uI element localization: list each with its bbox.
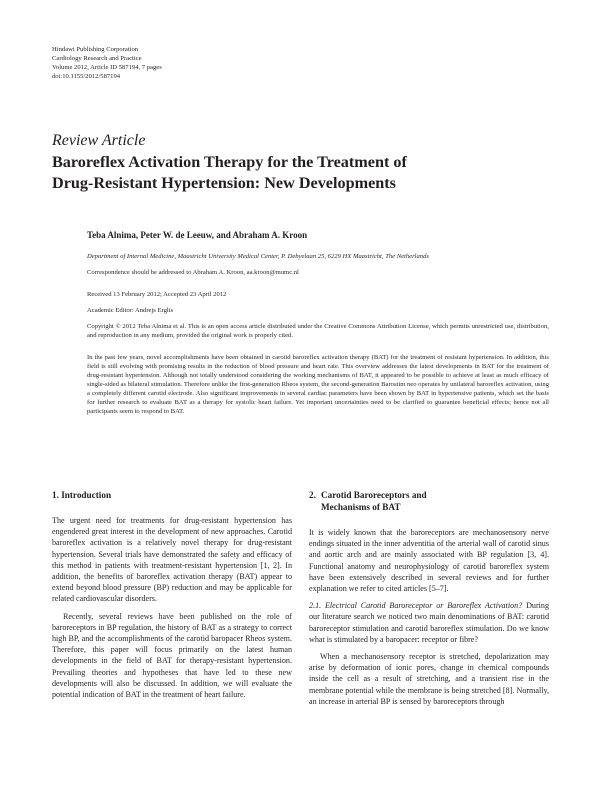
left-column bbox=[52, 489, 292, 700]
article-type: Review Article bbox=[52, 132, 146, 149]
body-paragraph: When a mechanosensory receptor is stretched, depolarization may arise by deformation of ionic pores, change in chemical compounds inside the cell as a result of stretching, and a transient rise in the membrane potential while the membrane is being stretched [8]. Normally, an increase in arterial BP is sensed by baroreceptors through bbox=[309, 652, 549, 706]
received-dates: Received 13 February 2012; Accepted 23 April 2012 bbox=[87, 291, 227, 298]
copyright: Copyright © 2012 Teba Alnima et al. This is an open access article distributed under the Creative Commons Attribution License, which permits unrestricted use, distribution, and reproduction in any medium, provided the original work is properly cited. bbox=[87, 323, 549, 339]
section-heading-line-2: Mechanisms of BAT bbox=[321, 502, 401, 512]
correspondence: Correspondence should be addressed to Abraham A. Kroon, aa.kroon@mumc.nl bbox=[87, 269, 299, 276]
section-heading-introduction: 1. Introduction bbox=[52, 490, 112, 500]
volume-info: Volume 2012, Article ID 587194, 7 pages bbox=[52, 64, 162, 71]
section-number: 2. bbox=[309, 490, 316, 500]
subsection-text: During our literature search we noticed two main denominations of BAT: carotid baroreceptor stimulation and carotid baroreflex stimulation. Do we know what is stimulated by a baropacer: receptor or fibre? bbox=[309, 601, 549, 644]
doi[interactable]: doi:10.1155/2012/587194 bbox=[52, 73, 121, 80]
journal-header bbox=[52, 45, 162, 81]
subsection-heading: 2.1. Electrical Carotid Baroreceptor or Baroreflex Activation? bbox=[309, 601, 523, 611]
body-paragraph: The urgent need for treatments for drug-resistant hypertension has engendered great interest in the development of new approaches. Carotid baroreflex activation is a relatively novel therapy for drug-resistant hypertension. Several trials have demonstrated the safety and efficacy of this method in patients with treatment-resistant hypertension [1, 2]. In addition, the benefits of baroreflex activation therapy (BAT) appear to extend beyond blood pressure (BP) reduction and may be applicable for related cardiovascular disorders. bbox=[52, 516, 292, 604]
right-column bbox=[309, 489, 549, 707]
body-paragraph: It is widely known that the baroreceptors are mechanosensory nerve endings situated in the inner adventitia of the arterial wall of carotid sinus and aortic arch and are mainly associated with BP regulation [3, 4]. Functional anatomy and neurophysiology of carotid baroreflex system have been extensively described in several reviews and for further explanation we refer to cited articles [5–7]. bbox=[309, 528, 549, 594]
section-heading-baroreceptors bbox=[309, 489, 549, 513]
body-paragraph: Recently, several reviews have been published on the role of baroreceptors in BP regulation, the history of BAT as a strategy to correct high BP, and the accomplishments of the carotid baropacer Rheos system. Therefore, this paper will focus primarily on the latest human developments in the field of BAT for therapy-resistant hypertension. Prevailing theories and hypotheses that have led to these new developments will also be discussed. In addition, we will evaluate the potential indication of BAT in the treatment of heart failure. bbox=[52, 611, 292, 700]
title-line-2: Drug-Resistant Hypertension: New Developments bbox=[52, 174, 396, 192]
authors: Teba Alnima, Peter W. de Leeuw, and Abraham A. Kroon bbox=[87, 230, 308, 240]
journal-name: Cardiology Research and Practice bbox=[52, 55, 142, 62]
article-title bbox=[52, 152, 552, 194]
academic-editor: Academic Editor: Andrejs Erglis bbox=[87, 307, 174, 314]
publisher: Hindawi Publishing Corporation bbox=[52, 46, 139, 53]
subsection-paragraph bbox=[309, 600, 549, 645]
abstract: In the past few years, novel accomplishments have been obtained in carotid baroreflex activation therapy (BAT) for the treatment of resistant hypertension. In addition, this field is still evolving with promising results in the reduction of blood pressure and heart rate. This overview addresses the latest developments in BAT for the treatment of drug-resistant hypertension. Although not totally understood considering the working mechanisms of BAT, it appeared to be possible to achieve at least as much efficacy of single-sided as bilateral stimulation. Therefore unlike the first-generation Rheos system, the second-generation Barostim neo operates by unilateral baroreflex activation, using a completely different carotid electrode. Also significant improvements in several cardiac parameters have been shown by BAT in hypertensive patients, which set the basis for further research to evaluate BAT as a therapy for systolic heart failure. Yet important uncertainties need to be clarified to guarantee beneficial effects; hence not all participants seem to respond to BAT. bbox=[87, 354, 549, 415]
affiliation: Department of Internal Medicine, Maastricht University Medical Center, P. Debyelaan 25, 6229 HX Maastricht, The Netherlands bbox=[87, 253, 429, 260]
title-line-1: Baroreflex Activation Therapy for the Treatment of bbox=[52, 153, 407, 171]
section-heading-line-1: Carotid Baroreceptors and bbox=[321, 490, 427, 500]
